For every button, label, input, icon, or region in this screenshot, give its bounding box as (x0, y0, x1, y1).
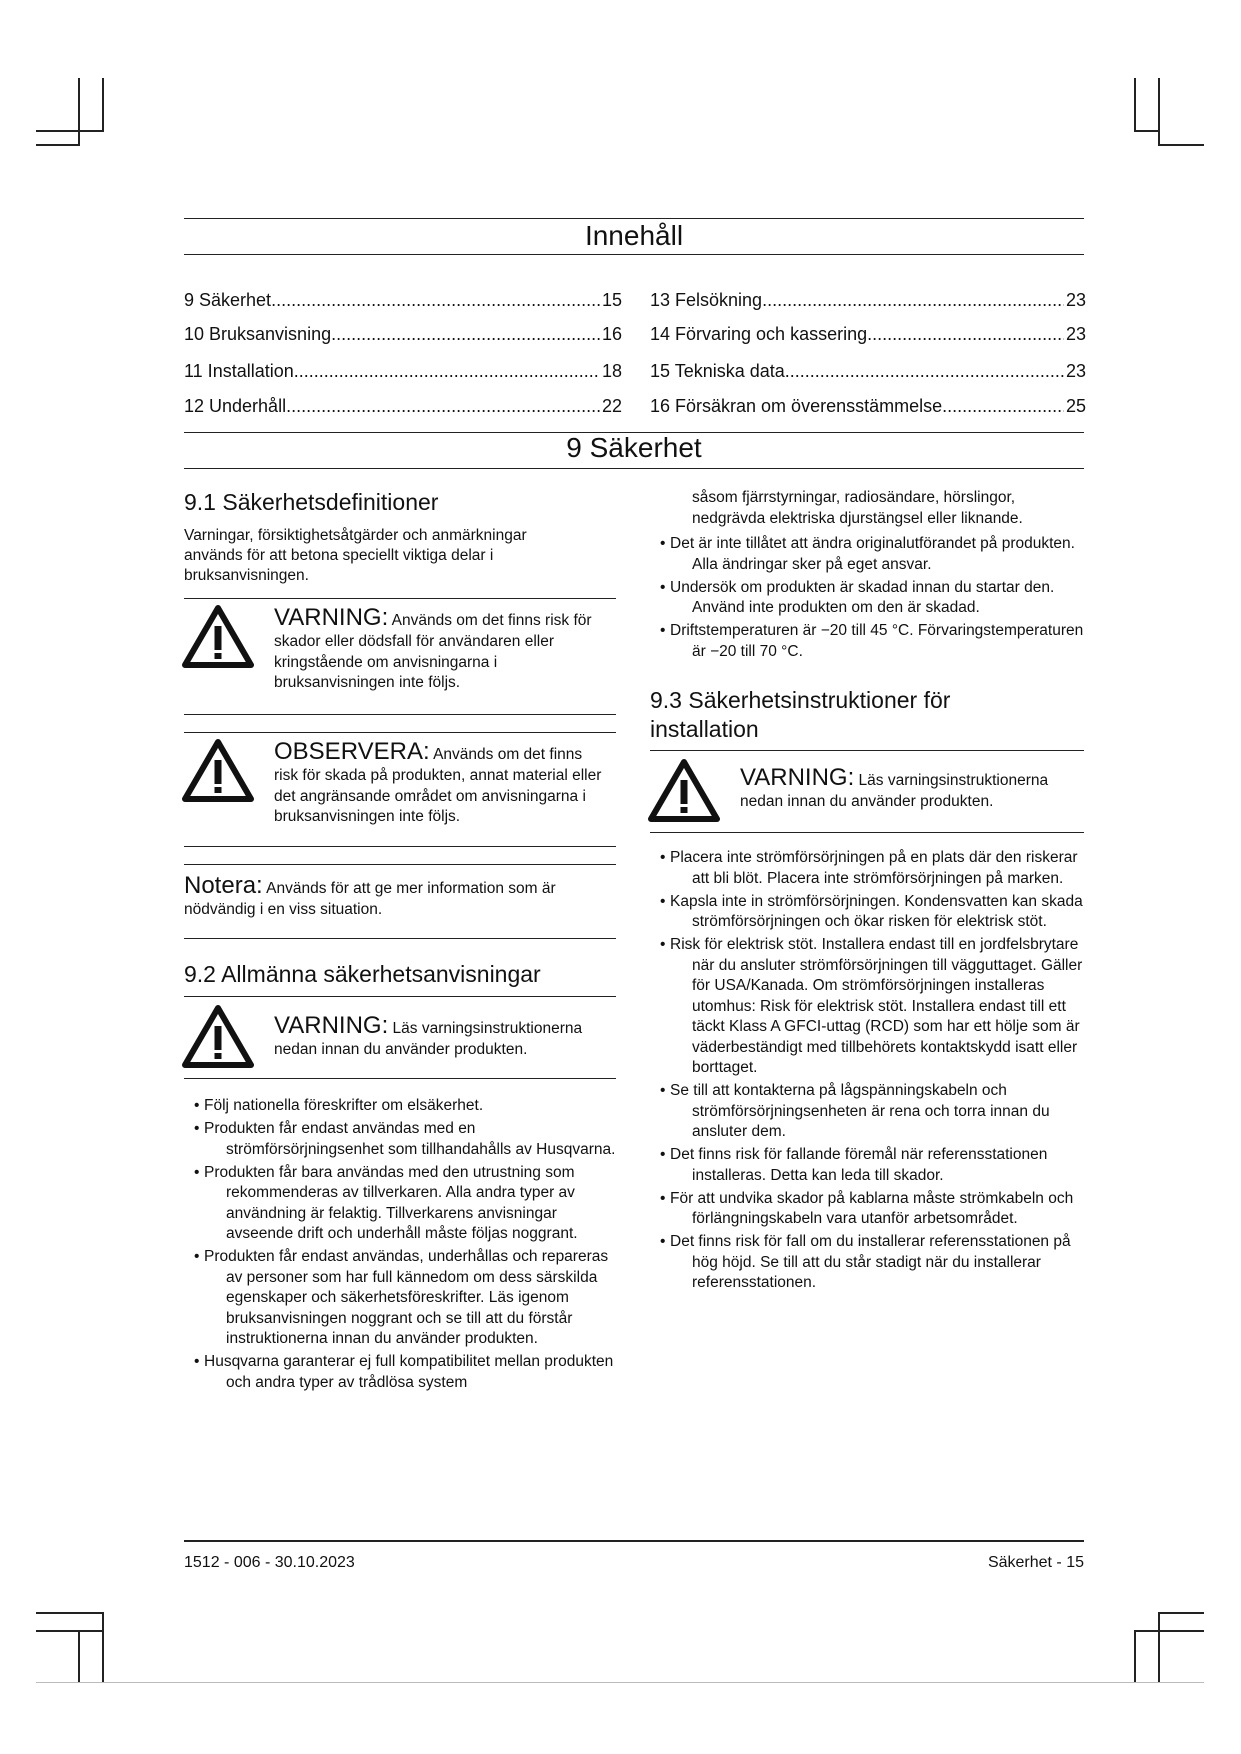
toc-entry-page: 16 (601, 324, 622, 344)
warning-description: Läs varningsinstruktionerna nedan innan du använder produkten. (740, 772, 1049, 810)
heading-9-3: 9.3 Säkerhetsinstruktioner för installation (650, 687, 951, 742)
list-item: • Driftstemperaturen är −20 till 45 °C. Förvaringstemperaturen är −20 till 70 °C. (650, 621, 1086, 662)
note-description: Används för att ge mer information som är nödvändig i en viss situation. (184, 880, 556, 918)
list-item: • Produkten får endast användas, underhållas och repareras av personer som har full kännedom om dess särskilda egenskaper och säkerhetsföreskrifter. Läs igenom bruksanvisningen noggrant och se till att du förstår instruktionerna innan du använder produkten. (184, 1247, 616, 1350)
warning-definition (274, 604, 610, 694)
toc-entry[interactable] (184, 396, 622, 417)
toc-entry-page: 22 (601, 396, 622, 416)
toc-entry-page: 18 (601, 361, 622, 381)
crop-mark (1158, 78, 1160, 144)
crop-mark (1158, 1612, 1204, 1614)
list-item: • Det finns risk för fall om du installerar referensstationen på hög höjd. Se till att du står stadigt när du installerar referensstationen. (650, 1232, 1086, 1294)
warning-description: Läs varningsinstruktionerna nedan innan du använder produkten. (274, 1020, 583, 1058)
crop-mark (1158, 144, 1204, 146)
toc-entry-page: 23 (1065, 361, 1086, 381)
list-item: • Risk för elektrisk stöt. Installera endast till en jordfelsbrytare när du ansluter strömförsörjningen till vägguttaget. Gäller för USA/Kanada. Om strömförsörjningen installeras utomhus: Risk för elektrisk stöt. Installera endast till ett täckt Klass A GFCI-uttag (RCD) som har ett hölje som är väderbeständigt med tillbehörets kontaktskydd isatt eller borttaget. (650, 935, 1086, 1079)
crop-mark (1134, 78, 1136, 130)
intro-text: Varningar, försiktighetsåtgärder och anmärkningar används för att betona speciellt viktiga delar i bruksanvisningen. (184, 527, 527, 584)
divider (184, 846, 616, 847)
toc-entry[interactable] (184, 361, 622, 382)
caution-keyword: OBSERVERA: (274, 738, 430, 765)
continued-text: såsom fjärrstyrningar, radiosändare, hörslingor, nedgrävda elektriska djurstängsel eller liknande. (692, 489, 1023, 527)
note-definition (184, 872, 614, 921)
caution-definition (274, 738, 610, 828)
crop-mark (36, 144, 80, 146)
divider (184, 996, 616, 997)
toc-entry-label: 14 Förvaring och kassering (650, 324, 868, 344)
section-bottom-rule (184, 468, 1084, 469)
list-item: • Produkten får endast användas med en strömförsörjningsenhet som tillhandahålls av Husqvarna. (184, 1119, 616, 1160)
divider (184, 1078, 616, 1079)
footer-rule (184, 1540, 1084, 1542)
warning-triangle-icon (648, 758, 720, 822)
heading-9-1: 9.1 Säkerhetsdefinitioner (184, 489, 439, 515)
divider (650, 750, 1084, 751)
list-item: • Produkten får bara användas med den utrustning som rekommenderas av tillverkaren. Alla andra typer av användning är felaktig. Tillverkarens anvisningar avseende drift och underhåll måste följas noggrant. (184, 1163, 616, 1245)
bottom-edge-line (36, 1682, 1204, 1683)
list-item: • Placera inte strömförsörjningen på en plats där den riskerar att bli blöt. Placera inte strömförsörjningen på marken. (650, 848, 1086, 889)
caution-description: Används om det finns risk för skada på produkten, annat material eller det angränsande området om anvisningarna i bruksanvisningen inte följs. (274, 746, 602, 825)
installation-safety-list (650, 848, 1086, 1296)
list-item: • Det finns risk för fallande föremål när referensstationen installeras. Detta kan leda till skador. (650, 1145, 1086, 1186)
caution-triangle-icon (182, 738, 254, 802)
list-item: • Det är inte tillåtet att ändra originalutförandet på produkten. Alla ändringar sker på eget ansvar. (650, 534, 1086, 575)
crop-mark (78, 78, 80, 144)
list-item: • Husqvarna garanterar ej full kompatibilitet mellan produkten och andra typer av trådlösa system (184, 1352, 616, 1393)
toc-entry-label: 15 Tekniska data (650, 361, 785, 381)
warning-keyword: VARNING: (740, 764, 855, 791)
toc-entry-label: 13 Felsökning (650, 290, 763, 310)
warning-triangle-icon (182, 1004, 254, 1068)
warning-keyword: VARNING: (274, 604, 389, 631)
crop-mark (1134, 1630, 1204, 1632)
toc-top-rule (184, 218, 1084, 219)
general-safety-list-continued (650, 534, 1086, 665)
crop-mark (36, 1630, 104, 1632)
crop-mark (102, 1612, 104, 1682)
crop-mark (1134, 130, 1160, 132)
footer-doc-id: 1512 - 006 - 30.10.2023 (184, 1554, 355, 1571)
warning-triangle-icon (182, 604, 254, 668)
toc-entry[interactable] (184, 290, 622, 311)
toc-entry-label: 10 Bruksanvisning (184, 324, 332, 344)
crop-mark (1134, 1630, 1136, 1682)
warning-keyword: VARNING: (274, 1012, 389, 1039)
toc-entry[interactable] (650, 290, 1086, 311)
divider (184, 938, 616, 939)
toc-entry-page: 23 (1065, 324, 1086, 344)
toc-entry-page: 23 (1065, 290, 1086, 310)
toc-bottom-rule (184, 254, 1084, 255)
toc-entry-page: 15 (601, 290, 622, 310)
crop-mark (36, 1612, 102, 1614)
toc-entry[interactable] (650, 361, 1086, 382)
toc-entry-page: 25 (1065, 396, 1086, 416)
heading-9-2: 9.2 Allmänna säkerhetsanvisningar (184, 961, 541, 987)
toc-entry[interactable] (650, 396, 1086, 417)
toc-entry-label: 12 Underhåll (184, 396, 287, 416)
divider (184, 732, 616, 733)
footer-page-label: Säkerhet - 15 (987, 1554, 1084, 1571)
toc-title: Innehåll (584, 220, 684, 251)
toc-entry-label: 9 Säkerhet (184, 290, 272, 310)
list-item: • Undersök om produkten är skadad innan du startar den. Använd inte produkten om den är skadad. (650, 578, 1086, 619)
toc-entry-label: 11 Installation (184, 361, 294, 381)
warning-installation (740, 764, 1084, 813)
warning-description: Används om det finns risk för skador eller dödsfall för användaren eller kringstående om anvisningarna i bruksanvisningen inte följs. (274, 612, 592, 691)
list-item: • För att undvika skador på kablarna måste strömkabeln och förlängningskabeln vara utanför arbetsområdet. (650, 1189, 1086, 1230)
general-safety-list (184, 1096, 616, 1396)
list-item: • Kapsla inte in strömförsörjningen. Kondensvatten kan skada strömförsörjningen och ökar risken för elektrisk stöt. (650, 892, 1086, 933)
divider (650, 832, 1084, 833)
toc-entry[interactable] (650, 324, 1086, 345)
crop-mark (1158, 1612, 1160, 1682)
crop-mark (78, 1630, 80, 1682)
divider (184, 864, 616, 865)
section-title: 9 Säkerhet (566, 432, 702, 463)
toc-entry[interactable] (184, 324, 622, 345)
crop-mark (102, 78, 104, 130)
toc-entry-label: 16 Försäkran om överensstämmelse (650, 396, 943, 416)
divider (184, 598, 616, 599)
list-item: • Följ nationella föreskrifter om elsäkerhet. (184, 1096, 616, 1117)
list-item: • Se till att kontakterna på lågspänningskabeln och strömförsörjningsenheten är rena och torra innan du ansluter dem. (650, 1081, 1086, 1143)
note-keyword: Notera: (184, 872, 263, 899)
warning-general (274, 1012, 614, 1061)
crop-mark (36, 130, 104, 132)
divider (184, 714, 616, 715)
